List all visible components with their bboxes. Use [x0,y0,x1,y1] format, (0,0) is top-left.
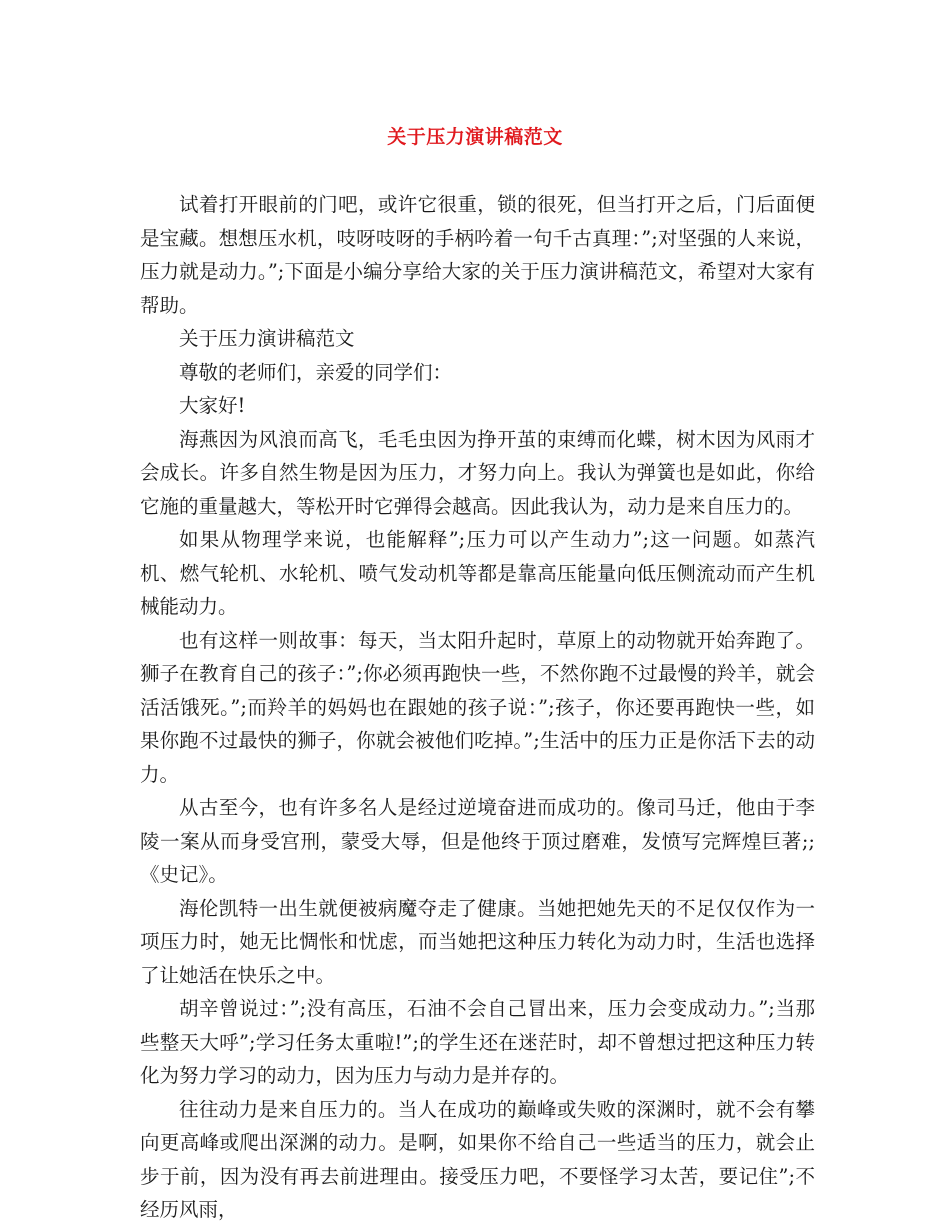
paragraph-body: 海燕因为风浪而高飞，毛毛虫因为挣开茧的束缚而化蝶，树木因为风雨才会成长。许多自然生物是因为压力，才努力向上。我认为弹簧也是如此，你给它施的重量越大，等松开时它弹得会越高。因此我认为，动力是来自压力的。 [140,427,815,518]
paragraph-body: 从古至今，也有许多名人是经过逆境奋进而成功的。像司马迁，他由于李陵一案从而身受宫刑，蒙受大辱，但是他终于顶过磨难，发愤写完辉煌巨著;;《史记》。 [140,796,815,886]
paragraph-body: 也有这样一则故事：每天，当太阳升起时，草原上的动物就开始奔跑了。狮子在教育自己的孩子：”;你必须再跑快一些，不然你跑不过最慢的羚羊，就会活活饿死。”;而羚羊的妈妈也在跟她的孩子说：”;孩子，你还要再跑快一些，如果你跑不过最快的狮子，你就会被他们吃掉。”;生活中的压力正是你活下去的动力。 [140,628,815,786]
paragraph-intro: 试着打开眼前的门吧，或许它很重，锁的很死，但当打开之后，门后面便是宝藏。想想压水机，吱呀吱呀的手柄吟着一句千古真理：”;对坚强的人来说，压力就是动力。”;下面是小编分享给大家的关于压力演讲稿范文，希望对大家有帮助。 [140,193,815,317]
paragraph-salutation: 尊敬的老师们，亲爱的同学们： [179,360,453,384]
paragraph-greeting: 大家好! [179,394,246,417]
paragraph-body: 胡辛曾说过：”;没有高压，石油不会自己冒出来，压力会变成动力。”;当那些整天大呼”;学习任务太重啦!”;的学生还在迷茫时，却不曾想过把这种压力转化为努力学习的动力，因为压力与动力是并存的。 [140,997,815,1087]
paragraph-body: 如果从物理学来说，也能解释”;压力可以产生动力”;这一问题。如蒸汽机、燃气轮机、水轮机、喷气发动机等都是靠高压能量向低压侧流动而产生机械能动力。 [140,528,815,618]
paragraph-subtitle: 关于压力演讲稿范文 [179,327,355,350]
paragraph-body: 海伦凯特一出生就便被病魔夺走了健康。当她把她先天的不足仅仅作为一项压力时，她无比惆怅和忧虑，而当她把这种压力转化为动力时，生活也选择了让她活在快乐之中。 [140,896,815,987]
document-body [140,188,815,1227]
paragraph-body: 往往动力是来自压力的。当人在成功的巅峰或失败的深渊时，就不会有攀向更高峰或爬出深渊的动力。是啊，如果你不给自己一些适当的压力，就会止步于前，因为没有再去前进理由。接受压力吧，不要怪学习太苦，要记住”;不经历风雨， [140,1097,815,1221]
document-title: 关于压力演讲稿范文 [387,126,563,148]
